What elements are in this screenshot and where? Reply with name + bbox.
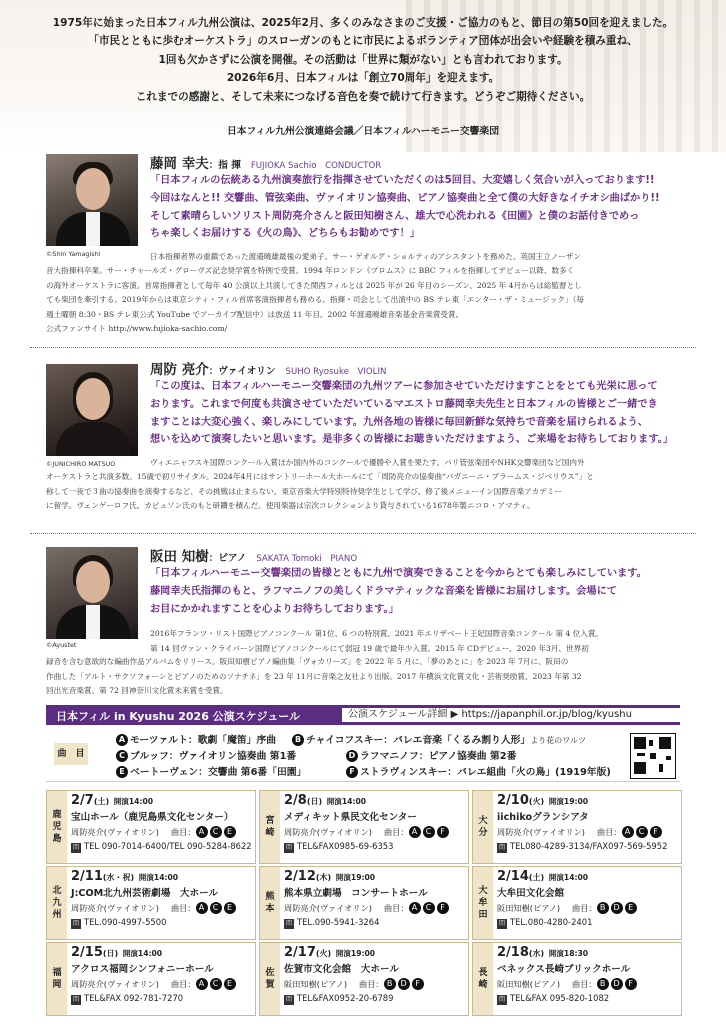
piece-mark: C bbox=[423, 902, 435, 914]
piece-mark: E bbox=[224, 902, 236, 914]
latin-name: SUHO Ryosuke VIOLIN bbox=[285, 367, 387, 377]
message-line: ますことは大変心強く、楽しみにしています。九州各地の皆様に毎回新鮮な気持ちで音楽を届けられるよう、 bbox=[150, 416, 649, 428]
piece-mark: A bbox=[196, 978, 208, 990]
performer-name: 周防亮介(ヴァイオリン) bbox=[71, 903, 159, 913]
contact-line bbox=[497, 915, 679, 929]
prefecture-char: 崎 bbox=[478, 979, 488, 990]
prefecture-char: 熊 bbox=[265, 891, 275, 902]
schedule-header-bar bbox=[46, 705, 680, 725]
prefecture-char: 児 bbox=[52, 821, 62, 832]
piece-mark: D bbox=[398, 978, 410, 990]
phone-icon: 問 bbox=[72, 844, 79, 851]
prefecture-label bbox=[47, 867, 67, 939]
start-time: 開演14:00 bbox=[113, 797, 154, 806]
pieces-label: 曲目： bbox=[572, 903, 597, 913]
piece-mark: B bbox=[384, 978, 396, 990]
intro-line: 1回も欠かさずに公演を開催。その活動は「世界に類がない」とも言われております。 bbox=[158, 53, 568, 66]
program-item bbox=[116, 751, 296, 762]
contact-line bbox=[71, 991, 253, 1005]
concert-details bbox=[497, 869, 679, 929]
bio-line: 日本指揮者界の重鎮であった渡邉曉雄最後の愛弟子、サー・ゲオルグ・ショルティのアシスタントを務めた。英国王立ノーザン bbox=[150, 252, 581, 261]
bio-line: ても楽団を牽引する。2019年からは東京シティ・フィル首席客演指揮者も務める。指揮・司会として出演中の BS テレ東「エンター・ザ・ミュージック」（毎 bbox=[46, 295, 584, 305]
message-line: 「日本フィルの伝統ある九州演奏旅行を指揮させていただくのは5回目、大変嬉しく気合いが入っております!! bbox=[150, 175, 655, 186]
phone-icon: 問 bbox=[72, 996, 79, 1003]
venue-name: 大牟田文化会館 bbox=[497, 888, 565, 899]
prefecture-char: 長 bbox=[478, 967, 488, 978]
program-item bbox=[116, 767, 306, 778]
piece-mark: A bbox=[196, 826, 208, 838]
contact-number: TEL&FAX 092-781-7270 bbox=[84, 993, 184, 1003]
photo-credit: ©JUNICHIRO MATSUO bbox=[46, 460, 116, 468]
piece-mark: A bbox=[116, 734, 128, 746]
organizer-line: 日本フィル九州公演連絡会議／日本フィルハーモニー交響楽団 bbox=[226, 126, 500, 137]
piece-title: ラフマニノフ：ピアノ協奏曲 第2番 bbox=[360, 751, 517, 762]
program-label: 曲 目 bbox=[54, 743, 88, 765]
artist-name bbox=[150, 152, 381, 172]
contact-number: TEL 090-7014-6400/TEL 090-5284-8622 bbox=[84, 841, 252, 851]
concert-cell bbox=[472, 942, 682, 1016]
performer-name: 周防亮介(ヴァイオリン) bbox=[71, 979, 159, 989]
photo-credit: ©Ayustet bbox=[46, 641, 77, 649]
bio-line: に留学。ヴェンゲーロフ氏、カピュソン氏のもと研鑽を積んだ。使用楽器は宗次コレクションより貸与されている1678年製ニコロ・アマティ。 bbox=[46, 501, 535, 511]
performer-line bbox=[497, 901, 679, 915]
contact-number: TEL&FAX 095-820-1082 bbox=[510, 993, 610, 1003]
concert-cell bbox=[472, 790, 682, 864]
piece-mark: B bbox=[292, 734, 304, 746]
bio-line: オーケストラと共演多数。15歳で初リサイタル。2024年4月にはサントリーホール大ホールにて「周防亮介の協奏曲“パガニーニ・ブラームス・ジベリウス”」と bbox=[46, 472, 594, 481]
bio-line: 録音を含む意欲的な編曲作品アルバムをリリース。阪田知樹ピアノ編曲集「ヴォカリーズ」を 2022 年 5 月に、「夢のあとに」を 2023 年 7月に、阪田の bbox=[46, 657, 569, 666]
concert-cell bbox=[46, 866, 256, 940]
bio-line: 週土曜朝 8:30・BS テレ東公式 YouTube でアーカイブ配信中）は放送 11 年目。2002 年渡邉曉雄音楽基金音楽賞受賞。 bbox=[46, 309, 464, 319]
pieces-label: 曲目： bbox=[572, 979, 597, 989]
phone-icon: 問 bbox=[285, 844, 292, 851]
concert-details bbox=[284, 869, 466, 929]
day-of-week: (水) bbox=[528, 949, 545, 958]
performer-line bbox=[497, 825, 679, 839]
program-item bbox=[292, 733, 586, 749]
contact-number: TEL&FAX0952-20-6789 bbox=[297, 993, 394, 1003]
intro-line: 2026年6月、日本フィルは「創立70周年」を迎えます。 bbox=[226, 72, 500, 85]
performer-line bbox=[284, 977, 466, 991]
concert-details bbox=[71, 793, 253, 853]
piece-title: ブルッフ：ヴァイオリン協奏曲 第1番 bbox=[130, 751, 297, 762]
piece-mark: C bbox=[210, 902, 222, 914]
date-text: 2/8 bbox=[284, 793, 307, 808]
piece-mark: C bbox=[116, 750, 128, 762]
intro-line: これまでの感謝と、そして未来につなげる音色を奏で続けて行きます。どうぞご期待ください。 bbox=[135, 90, 591, 103]
concert-date bbox=[284, 793, 466, 810]
day-of-week: (木) bbox=[315, 873, 332, 882]
venue-name: アクロス福岡シンフォニーホール bbox=[71, 964, 214, 975]
date-text: 2/14 bbox=[497, 869, 529, 884]
message-line: 今回はなんと!! 交響曲、管弦楽曲、ヴァイオリン協奏曲、ピアノ協奏曲と全て僕の大好きなイチオシ曲ばかり!! bbox=[150, 192, 660, 204]
phone-icon: 問 bbox=[498, 996, 505, 1003]
prefecture-label bbox=[260, 867, 280, 939]
performer-name: 周防亮介(ヴァイオリン) bbox=[497, 827, 585, 837]
prefecture-char: 田 bbox=[478, 909, 488, 920]
prefecture-label bbox=[260, 791, 280, 863]
performer-name: 周防亮介(ヴァイオリン) bbox=[284, 827, 372, 837]
artist-bio-cont bbox=[46, 655, 582, 699]
performer-line bbox=[71, 901, 253, 915]
qr-code[interactable] bbox=[630, 733, 676, 779]
program-item bbox=[346, 749, 516, 765]
piece-mark: E bbox=[625, 902, 637, 914]
role-text: ：ピアノ bbox=[208, 553, 247, 564]
contact-number: TEL.080-4280-2401 bbox=[510, 917, 593, 927]
piece-mark: F bbox=[437, 826, 449, 838]
performer-name: 阪田知樹(ピアノ) bbox=[284, 979, 348, 989]
phone-icon: 問 bbox=[285, 920, 292, 927]
conductor-photo bbox=[46, 154, 138, 246]
bio-line: の海外オーケストラに客演。首席指揮者として毎年 40 公演以上共演してきた関西フィルとは 2025 年が 26 年目のシーズン、2025 年 4月からは総監督とし bbox=[46, 280, 582, 290]
start-time: 開演19:00 bbox=[548, 797, 589, 806]
role-text: ：指 揮 bbox=[208, 160, 241, 171]
concert-cell bbox=[46, 790, 256, 864]
prefecture-char: 牟 bbox=[478, 897, 488, 908]
prefecture-char: 九 bbox=[52, 897, 62, 908]
prefecture-char: 州 bbox=[52, 909, 62, 920]
piece-title: チャイコフスキー：バレエ音楽「くるみ割り人形」 bbox=[306, 735, 531, 746]
prefecture-char: 宮 bbox=[265, 815, 275, 826]
schedule-title: 日本フィル in Kyushu 2026 公演スケジュール bbox=[56, 710, 301, 723]
program-lines bbox=[116, 733, 611, 781]
divider bbox=[30, 347, 696, 348]
piece-mark: A bbox=[409, 826, 421, 838]
artist-message bbox=[150, 172, 690, 243]
concert-details bbox=[284, 793, 466, 853]
prefecture-char: 福 bbox=[52, 967, 62, 978]
prefecture-char: 岡 bbox=[52, 979, 62, 990]
piece-mark: D bbox=[346, 750, 358, 762]
message-line: 「この度は、日本フィルハーモニー交響楽団の九州ツアーに参加させていただけますことをとても光栄に思って bbox=[150, 381, 658, 392]
concert-details bbox=[284, 945, 466, 1005]
venue-name: ベネックス長崎ブリックホール bbox=[497, 964, 631, 975]
phone-icon: 問 bbox=[498, 844, 505, 851]
artist-bio bbox=[150, 250, 581, 265]
piece-mark: B bbox=[597, 902, 609, 914]
concert-grid bbox=[46, 790, 680, 1014]
prefecture-label bbox=[473, 791, 493, 863]
date-text: 2/12 bbox=[284, 869, 316, 884]
date-text: 2/18 bbox=[497, 945, 529, 960]
artist-name bbox=[150, 545, 357, 565]
prefecture-label bbox=[473, 867, 493, 939]
concert-date bbox=[284, 869, 466, 886]
performer-name: 阪田知樹(ピアノ) bbox=[497, 979, 561, 989]
prefecture-char: 分 bbox=[478, 827, 488, 838]
contact-line bbox=[497, 839, 679, 853]
name-text: 周防 亮介 bbox=[150, 362, 209, 378]
date-text: 2/7 bbox=[71, 793, 94, 808]
day-of-week: (日) bbox=[102, 949, 119, 958]
start-time: 開演19:00 bbox=[335, 949, 376, 958]
piece-mark: F bbox=[650, 826, 662, 838]
artist-bio-cont bbox=[46, 264, 584, 337]
concert-details bbox=[497, 945, 679, 1005]
program-list bbox=[46, 729, 680, 782]
piece-title: モーツァルト：歌劇「魔笛」序曲 bbox=[130, 735, 277, 746]
start-time: 開演14:00 bbox=[122, 949, 163, 958]
violinist-photo bbox=[46, 364, 138, 456]
prefecture-char: 本 bbox=[265, 903, 275, 914]
performer-name: 周防亮介(ヴァイオリン) bbox=[71, 827, 159, 837]
phone-icon: 問 bbox=[285, 996, 292, 1003]
date-text: 2/10 bbox=[497, 793, 529, 808]
venue-name: 熊本県立劇場 コンサートホール bbox=[284, 888, 428, 899]
contact-number: TEL.090-5941-3264 bbox=[297, 917, 380, 927]
pieces-label: 曲目： bbox=[596, 827, 622, 837]
piece-mark: E bbox=[224, 826, 236, 838]
concert-date bbox=[497, 793, 679, 810]
name-text: 藤岡 幸夫 bbox=[150, 156, 209, 172]
performer-name: 阪田知樹(ピアノ) bbox=[497, 903, 561, 913]
phone-icon: 問 bbox=[498, 920, 505, 927]
concert-date bbox=[497, 869, 679, 886]
contact-line bbox=[497, 991, 679, 1005]
concert-date bbox=[71, 793, 253, 810]
concert-date bbox=[71, 945, 253, 962]
name-text: 阪田 知樹 bbox=[150, 549, 209, 565]
pieces-label: 曲目： bbox=[170, 979, 196, 989]
day-of-week: (土) bbox=[528, 873, 545, 882]
performer-line bbox=[284, 825, 466, 839]
contact-line bbox=[284, 839, 466, 853]
contact-line bbox=[284, 991, 466, 1005]
contact-line bbox=[71, 915, 253, 929]
piece-mark: C bbox=[210, 978, 222, 990]
latin-name: FUJIOKA Sachio CONDUCTOR bbox=[250, 161, 382, 171]
piece-mark: E bbox=[116, 766, 128, 778]
start-time: 開演18:30 bbox=[548, 949, 589, 958]
venue-name: J:COM北九州芸術劇場 大ホール bbox=[71, 888, 219, 899]
intro-line: 「市民とともに歩むオーケストラ」のスローガンのもとに市民によるボランティア団体が出会いや経験を積み重ね、 bbox=[88, 35, 638, 48]
prefecture-label bbox=[260, 943, 280, 1015]
piece-mark: A bbox=[196, 902, 208, 914]
piece-mark: D bbox=[611, 978, 623, 990]
message-line: おります。これまで何度も共演させていただいているマエストロ藤岡幸夫先生と日本フィルの皆様とご一緒でき bbox=[150, 398, 658, 410]
day-of-week: (土) bbox=[93, 797, 110, 806]
prefecture-char: 崎 bbox=[265, 827, 275, 838]
day-of-week: (火) bbox=[528, 797, 545, 806]
prefecture-char: 北 bbox=[52, 885, 62, 896]
program-row bbox=[116, 733, 587, 749]
piece-title: ストラヴィンスキー：バレエ組曲「火の鳥」(1919年版) bbox=[360, 767, 611, 778]
intro-text bbox=[20, 14, 706, 106]
contact-line bbox=[284, 915, 466, 929]
piece-mark: D bbox=[611, 902, 623, 914]
venue-name: 宝山ホール（鹿児島県文化センター） bbox=[71, 812, 234, 823]
venue-name: 佐賀市文化会館 大ホール bbox=[284, 964, 399, 975]
program-row bbox=[116, 749, 517, 765]
program-item bbox=[346, 765, 611, 781]
prefecture-label bbox=[47, 943, 67, 1015]
bio-line: 音大指揮科卒業。サー・チャールズ・グローヴズ記念奨学賞を特例で受賞。1994 年ロンドン《プロムス》に BBC フィルを指揮してデビュー以降、数多く bbox=[46, 266, 575, 275]
performer-line bbox=[284, 901, 466, 915]
prefecture-char: 大 bbox=[478, 815, 488, 826]
bio-line: 回出光音楽賞、第 72 回神奈川文化賞未来賞を受賞。 bbox=[46, 686, 228, 696]
photo-credit: ©Shin Yamagishi bbox=[46, 250, 101, 258]
message-line: ちゃ楽しくお届けする《火の鳥》、どちらもお勧めです！」 bbox=[150, 228, 420, 240]
piece-mark: C bbox=[636, 826, 648, 838]
piece-note: より花のワルツ bbox=[530, 736, 587, 745]
piece-mark: F bbox=[346, 766, 358, 778]
start-time: 開演19:00 bbox=[335, 873, 376, 882]
phone-icon: 問 bbox=[72, 920, 79, 927]
latin-name: SAKATA Tomoki PIANO bbox=[256, 554, 358, 564]
prefecture-char: 佐 bbox=[265, 967, 275, 978]
artist-message bbox=[150, 378, 690, 449]
concert-date bbox=[284, 945, 466, 962]
divider bbox=[30, 533, 696, 534]
concert-date bbox=[71, 869, 253, 886]
day-of-week: (水・祝) bbox=[102, 873, 135, 882]
day-of-week: (日) bbox=[306, 797, 323, 806]
piece-title: ベートーヴェン：交響曲 第6番「田園」 bbox=[130, 767, 307, 778]
piece-mark: F bbox=[437, 902, 449, 914]
piece-mark: F bbox=[412, 978, 424, 990]
artist-bio bbox=[150, 627, 603, 656]
performer-name: 周防亮介(ヴァイオリン) bbox=[284, 903, 372, 913]
venue-name: メディキット県民文化センター bbox=[284, 812, 417, 823]
contact-number: TEL080-4289-3134/FAX097-569-5952 bbox=[510, 841, 668, 851]
message-line: 想いを込めて演奏したいと思います。是非多くの皆様にお聴きいただけますよう、ご来場をお待ちしております。」 bbox=[150, 434, 674, 446]
piece-mark: A bbox=[409, 902, 421, 914]
pieces-label: 曲目： bbox=[170, 903, 196, 913]
bio-line: 2016年フランツ・リスト国際ピアノコンクール 第1位、6 つの特別賞。2021 年エリザベート王妃国際音楽コンクール 第 4 位入賞。 bbox=[150, 629, 604, 638]
pianist-photo bbox=[46, 547, 138, 639]
program-item bbox=[116, 735, 276, 746]
pieces-label: 曲目： bbox=[170, 827, 196, 837]
concert-date bbox=[497, 945, 679, 962]
date-text: 2/11 bbox=[71, 869, 103, 884]
venue-name: iichikoグランシアタ bbox=[497, 812, 589, 823]
artist-name bbox=[150, 358, 386, 378]
contact-number: TEL.090-4997-5500 bbox=[84, 917, 167, 927]
piece-mark: A bbox=[622, 826, 634, 838]
artist-bio-cont bbox=[46, 470, 594, 514]
pieces-label: 曲目： bbox=[383, 903, 409, 913]
prefecture-char: 賀 bbox=[265, 979, 275, 990]
bio-line: ヴィエニャフスキ国際コンクール入賞ほか国内外のコンクールで優勝や入賞を果たす。パリ管弦楽団やNHK交響楽団など国内外 bbox=[150, 458, 585, 467]
concert-details bbox=[71, 945, 253, 1005]
performer-line bbox=[71, 825, 253, 839]
contact-line bbox=[71, 839, 253, 853]
start-time: 開演14:00 bbox=[548, 873, 589, 882]
piece-mark: E bbox=[224, 978, 236, 990]
concert-cell bbox=[259, 942, 469, 1016]
pieces-label: 曲目： bbox=[359, 979, 384, 989]
concert-details bbox=[497, 793, 679, 853]
message-line: お目にかかれますことを心よりお待ちしております。」 bbox=[150, 603, 399, 615]
concert-cell bbox=[259, 790, 469, 864]
contact-number: TEL&FAX0985-69-6353 bbox=[297, 841, 394, 851]
start-time: 開演14:00 bbox=[138, 873, 179, 882]
role-text: ：ヴァイオリン bbox=[208, 366, 276, 377]
message-line: 藤岡幸夫氏指揮のもと、ラフマニノフの美しくドラマティックな音楽を皆様にお届けします。会場にて bbox=[150, 585, 617, 597]
program-row bbox=[116, 765, 611, 781]
piece-mark: B bbox=[597, 978, 609, 990]
prefecture-char: 鹿 bbox=[52, 809, 62, 820]
concert-cell bbox=[259, 866, 469, 940]
piece-mark: C bbox=[210, 826, 222, 838]
schedule-link[interactable]: 公演スケジュール詳細 ▶ https://japanphil.or.jp/blog/kyushu bbox=[342, 708, 680, 722]
bio-line: 作曲した「アルト・サクソフォーンとピアノのためのソナチネ」を 23 年 11月に音楽之友社より出版。2017 年横浜文化賞文化・芸術奨励賞、2023 年第 32 bbox=[46, 671, 582, 681]
piece-mark: F bbox=[625, 978, 637, 990]
artist-bio bbox=[150, 456, 585, 471]
day-of-week: (火) bbox=[315, 949, 332, 958]
bio-line: 公式ファンサイト http://www.fujioka-sachio.com/ bbox=[46, 324, 228, 334]
bio-line: 称して一夜で３曲の協奏曲を演奏するなど、その挑戦は止まらない。東京音楽大学特別特待奨学生として学び、修了後メニューイン国際音楽アカデミー bbox=[46, 486, 562, 496]
message-line: 「日本フィルハーモニー交響楽団の皆様とともに九州で演奏できることを今からとても楽しみにしています。 bbox=[150, 568, 647, 579]
pieces-label: 曲目： bbox=[383, 827, 409, 837]
start-time: 開演14:00 bbox=[326, 797, 367, 806]
date-text: 2/17 bbox=[284, 945, 316, 960]
intro-line: 1975年に始まった日本フィル九州公演は、2025年2月、多くのみなさまのご支援・ご協力のもと、節目の第50回を迎えました。 bbox=[52, 17, 674, 29]
performer-line bbox=[71, 977, 253, 991]
prefecture-label bbox=[473, 943, 493, 1015]
concert-cell bbox=[472, 866, 682, 940]
concert-details bbox=[71, 869, 253, 929]
concert-cell bbox=[46, 942, 256, 1016]
date-text: 2/15 bbox=[71, 945, 103, 960]
prefecture-char: 島 bbox=[52, 833, 62, 844]
piece-mark: C bbox=[423, 826, 435, 838]
bio-line: 第 14 回ヴァン・クライバーン国際ピアノコンクールにて弱冠 19 歳で最年少入賞。2015 年 CDデビュー、2020 年3月、世界初 bbox=[150, 643, 589, 653]
prefecture-label bbox=[47, 791, 67, 863]
prefecture-char: 大 bbox=[478, 885, 488, 896]
performer-line bbox=[497, 977, 679, 991]
message-line: そして素晴らしいソリスト周防亮介さんと阪田知樹さん、雄大で心洗われる《田園》と僕のお話付きでめっ bbox=[150, 210, 640, 222]
artist-message bbox=[150, 565, 690, 618]
